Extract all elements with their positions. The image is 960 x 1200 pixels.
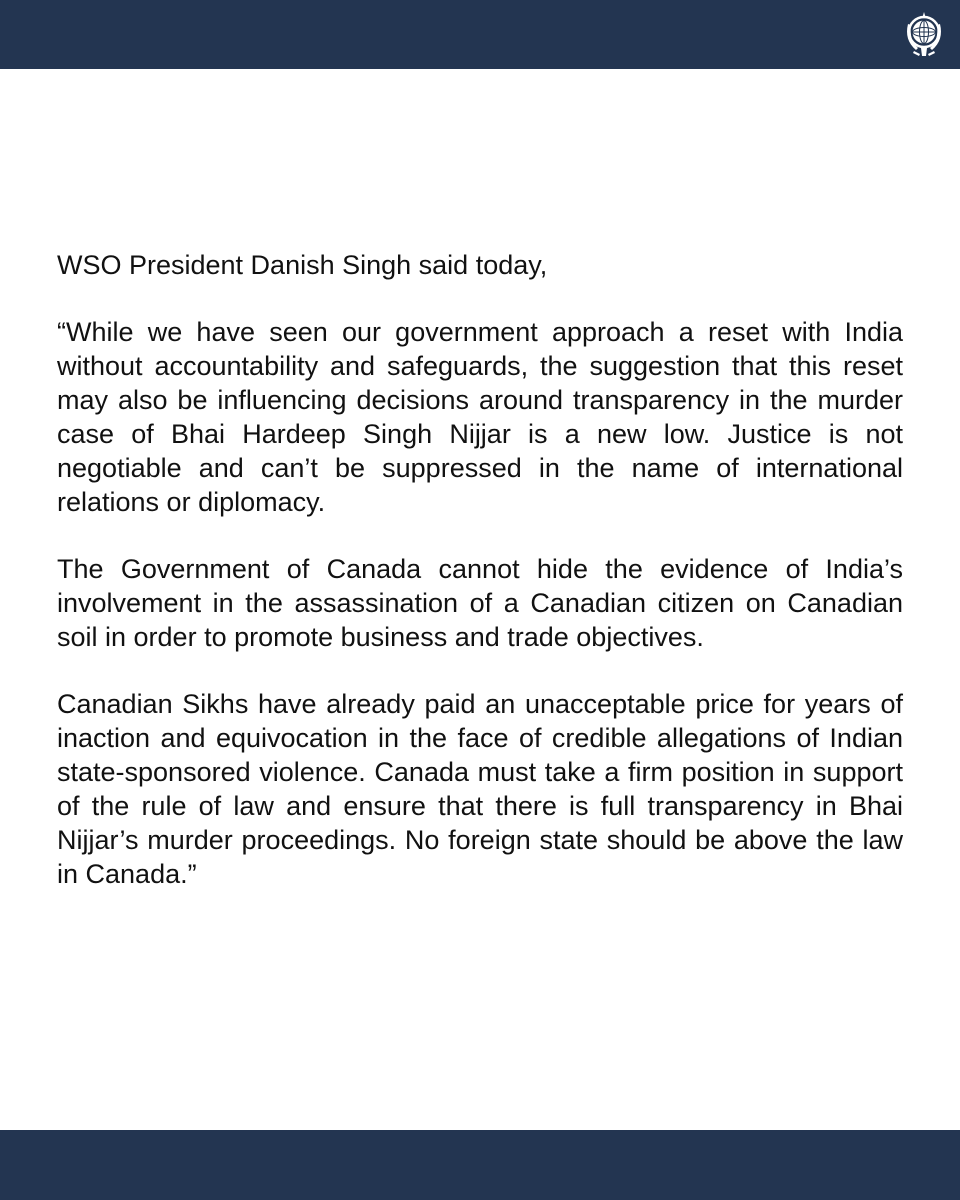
- footer-bar: [0, 1130, 960, 1200]
- statement-intro: WSO President Danish Singh said today,: [57, 250, 548, 280]
- statement-body: [57, 248, 903, 924]
- khanda-emblem-icon: [900, 10, 948, 60]
- header-bar: [0, 0, 960, 69]
- statement-paragraph-1: “While we have seen our government approach a reset with India without accountability and safeguards, the suggestion that this reset may also be influencing decisions around transparency in the murder case of Bhai Hardeep Singh Nijjar is a new low. Justice is not negotiable and can’t be suppressed in the name of international relations or diplomacy.: [57, 317, 903, 517]
- statement-paragraph-2: The Government of Canada cannot hide the evidence of India’s involvement in the assassination of a Canadian citizen on Canadian soil in order to promote business and trade objectives.: [57, 554, 903, 652]
- statement-paragraph-3: Canadian Sikhs have already paid an unacceptable price for years of inaction and equivocation in the face of credible allegations of Indian state-sponsored violence. Canada must take a firm position in support of the rule of law and ensure that there is full transparency in Bhai Nijjar’s murder proceedings. No foreign state should be above the law in Canada.”: [57, 689, 903, 889]
